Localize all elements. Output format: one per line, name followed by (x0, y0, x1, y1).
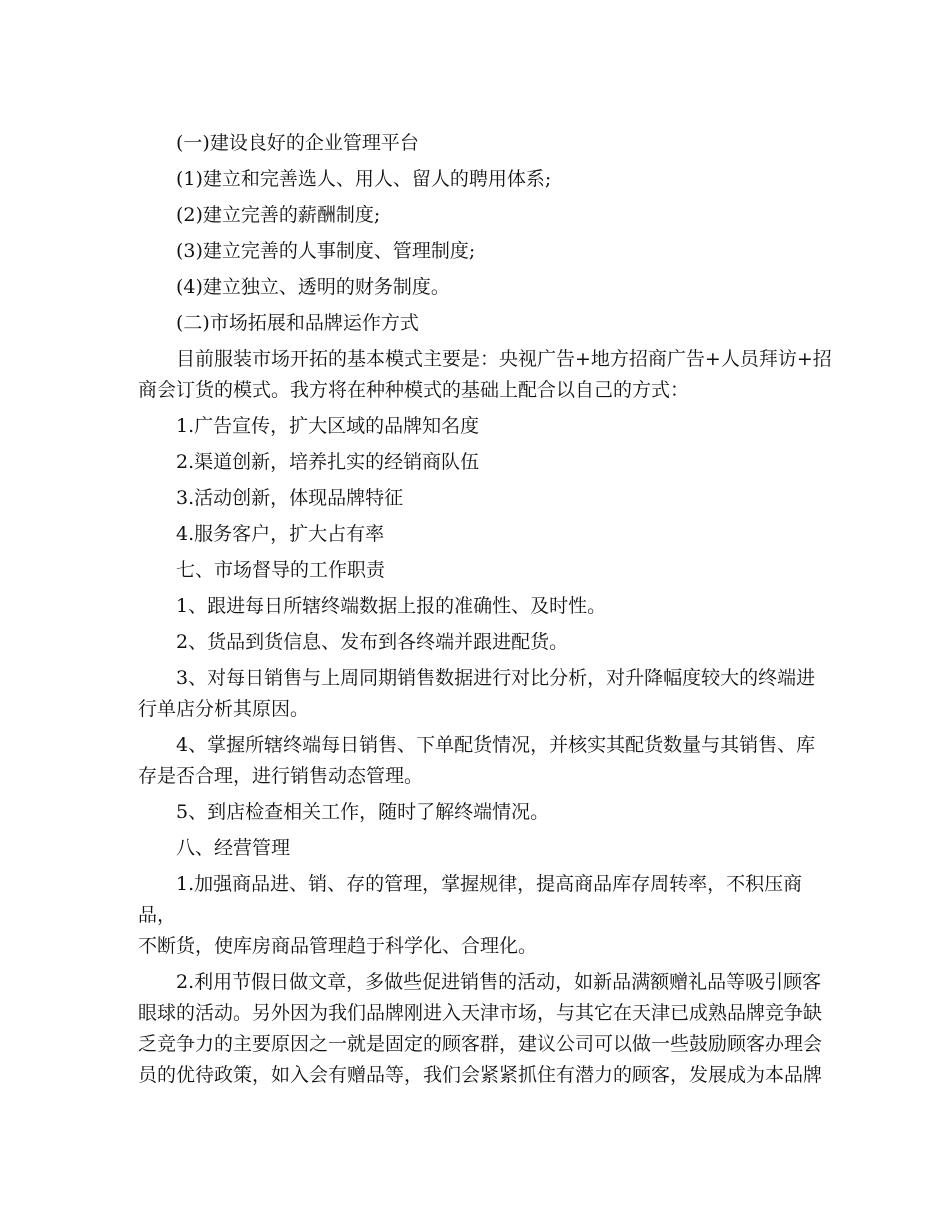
paragraph (138, 272, 838, 303)
paragraph (138, 833, 838, 864)
text-line: 1.加强商品进、销、存的管理，掌握规律，提高商品库存周转率，不积压商品， (138, 873, 803, 926)
paragraph (138, 627, 838, 658)
text-line: 行单店分析其原因。 (138, 698, 310, 720)
paragraph (138, 308, 838, 339)
text-line: (1)建立和完善选人、用人、留人的聘用体系; (176, 168, 552, 190)
text-line: 不断货，使库房商品管理趋于科学化、合理化。 (138, 935, 538, 957)
text-line: (二)市场拓展和品牌运作方式 (176, 312, 419, 334)
paragraph (138, 200, 838, 231)
paragraph (138, 483, 838, 514)
paragraph (138, 411, 838, 442)
paragraph (138, 591, 838, 622)
text-line: 5、到店检查相关工作，随时了解终端情况。 (176, 801, 550, 823)
text-line: 4.服务客户，扩大占有率 (176, 523, 385, 545)
text-line: (4)建立独立、透明的财务制度。 (176, 276, 450, 298)
paragraph (138, 730, 838, 792)
paragraph (138, 663, 838, 725)
text-line: 眼球的活动。另外因为我们品牌刚进入天津市场，与其它在天津已成熟品牌竞争缺 (138, 1002, 823, 1024)
paragraph (138, 967, 838, 1091)
paragraph (138, 797, 838, 828)
text-line: 八、经营管理 (176, 837, 291, 859)
text-line: 七、市场督导的工作职责 (176, 559, 386, 581)
text-line: 4、掌握所辖终端每日销售、下单配货情况，并核实其配货数量与其销售、库 (176, 734, 816, 756)
text-line: 2、货品到货信息、发布到各终端并跟进配货。 (176, 631, 569, 653)
paragraph (138, 344, 838, 406)
text-line: (3)建立完善的人事制度、管理制度; (176, 240, 476, 262)
text-line: (2)建立完善的薪酬制度; (176, 204, 381, 226)
document-body (138, 128, 838, 1096)
text-line: 存是否合理，进行销售动态管理。 (138, 765, 424, 787)
text-line: 目前服装市场开拓的基本模式主要是：央视广告+地方招商广告+人员拜访+招 (176, 348, 832, 370)
text-line: 乏竞争力的主要原因之一就是固定的顾客群，建议公司可以做一些鼓励顾客办理会 (138, 1033, 823, 1055)
paragraph (138, 519, 838, 550)
paragraph (138, 869, 838, 962)
text-line: 3、对每日销售与上周同期销售数据进行对比分析，对升降幅度较大的终端进 (176, 667, 816, 689)
paragraph (138, 236, 838, 267)
paragraph (138, 555, 838, 586)
text-line: 3.活动创新，体现品牌特征 (176, 487, 404, 509)
text-line: 2.渠道创新，培养扎实的经销商队伍 (176, 451, 480, 473)
text-line: 员的优待政策，如入会有赠品等，我们会紧紧抓住有潜力的顾客，发展成为本品牌 (138, 1064, 823, 1086)
paragraph (138, 447, 838, 478)
text-line: 1.广告宣传，扩大区域的品牌知名度 (176, 415, 480, 437)
paragraph (138, 128, 838, 159)
paragraph (138, 164, 838, 195)
text-line: 2.利用节假日做文章，多做些促进销售的活动，如新品满额赠礼品等吸引顾客 (176, 971, 822, 993)
text-line: 1、跟进每日所辖终端数据上报的准确性、及时性。 (176, 595, 607, 617)
text-line: 商会订货的模式。我方将在种种模式的基础上配合以自己的方式： (138, 379, 690, 401)
text-line: (一)建设良好的企业管理平台 (176, 132, 419, 154)
